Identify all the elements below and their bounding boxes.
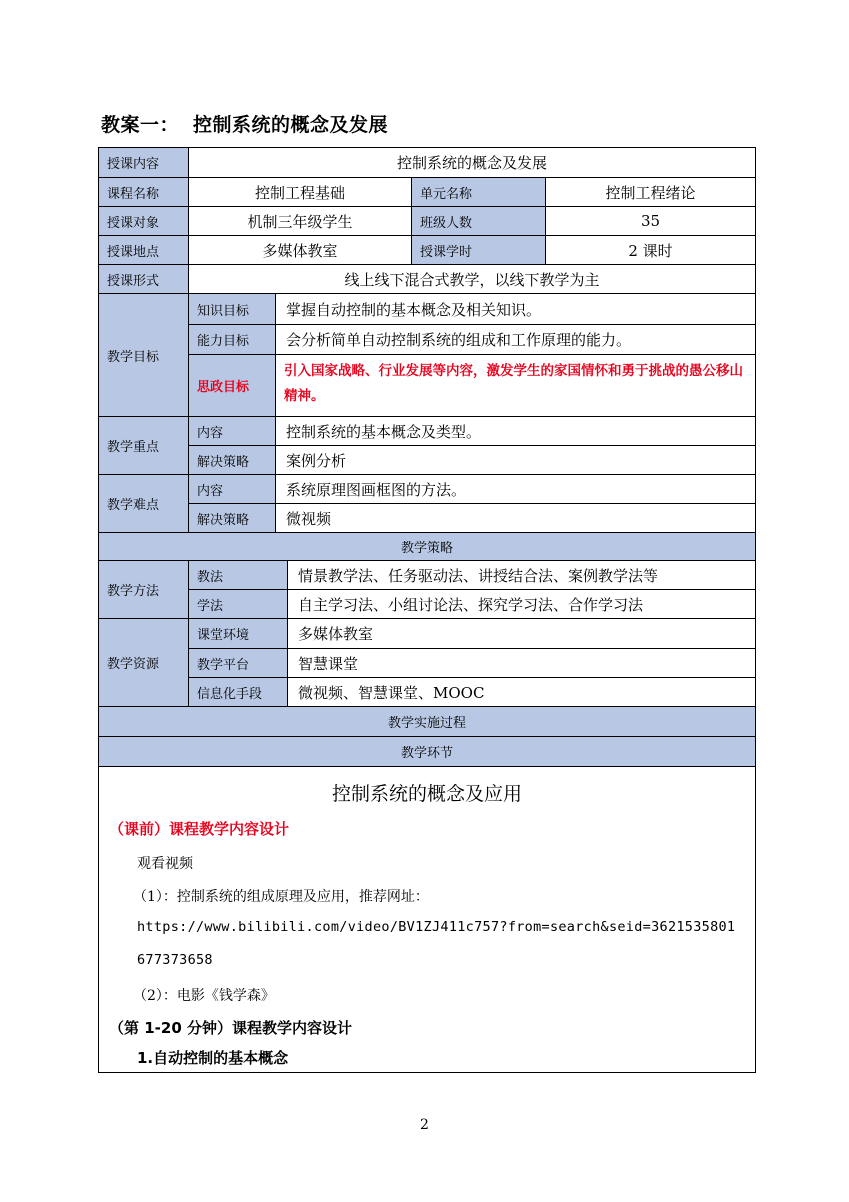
watch-video-text: 观看视频 [137,856,193,872]
url-line-1: https://www.bilibili.com/video/BV1ZJ411c757?from=search&seid=3621535801 [137,919,736,935]
label-key-content: 内容 [189,417,276,446]
section-2-heading: （第 1-20 分钟）课程教学内容设计 [109,1019,352,1037]
value-audience: 机制三年级学生 [189,207,412,236]
label-location: 授课地点 [99,236,189,265]
value-class-size: 35 [546,207,755,236]
label-teach-method: 教法 [189,561,288,590]
label-unit-name: 单元名称 [412,178,546,207]
label-ability-goal: 能力目标 [189,325,276,355]
label-class-size: 班级人数 [412,207,546,236]
label-platform: 教学平台 [189,649,288,678]
lesson-body [99,767,755,1072]
value-difficult-content: 系统原理图画框图的方法。 [276,475,755,504]
value-classroom-env: 多媒体教室 [288,619,755,649]
pre-class-heading: （课前）课程教学内容设计 [109,820,290,838]
value-learn-method: 自主学习法、小组讨论法、探究学习法、合作学习法 [288,590,755,619]
value-info-means: 微视频、智慧课堂、MOOC [288,678,755,707]
label-classroom-env: 课堂环境 [189,619,288,649]
label-info-means: 信息化手段 [189,678,288,707]
label-key-strategy: 解决策略 [189,446,276,475]
section-teaching-strategy: 教学策略 [99,533,755,561]
url-line-2: 677373658 [137,952,213,968]
subsection-1-heading: 1.自动控制的基本概念 [137,1049,289,1067]
value-teach-method: 情景教学法、任务驱动法、讲授结合法、案例教学法等 [288,561,755,590]
label-teaching-methods: 教学方法 [99,561,189,619]
value-course-name: 控制工程基础 [189,178,412,207]
label-hours: 授课学时 [412,236,546,265]
label-course-name: 课程名称 [99,178,189,207]
label-difficult-points: 教学难点 [99,475,189,533]
label-teaching-resources: 教学资源 [99,619,189,707]
value-ideology-goal: 引入国家战略、行业发展等内容，激发学生的家国情怀和勇于挑战的愚公移山精神。 [276,355,755,417]
value-hours: 2 课时 [546,236,755,265]
label-format: 授课形式 [99,265,189,294]
value-format: 线上线下混合式教学，以线下教学为主 [189,265,755,294]
item-2-text: （2）：电影《钱学森》 [133,988,275,1004]
label-ideology-goal: 思政目标 [189,355,276,417]
value-unit-name: 控制工程绪论 [546,178,755,207]
label-knowledge-goal: 知识目标 [189,294,276,325]
label-key-points: 教学重点 [99,417,189,475]
value-key-content: 控制系统的基本概念及类型。 [276,417,755,446]
label-difficult-strategy: 解决策略 [189,504,276,533]
label-course-content: 授课内容 [99,148,189,178]
item-1-text: （1）：控制系统的组成原理及应用，推荐网址： [133,889,429,905]
lesson-title: 控制系统的概念及应用 [331,783,522,805]
page-number: 2 [420,1117,429,1133]
value-difficult-strategy: 微视频 [276,504,755,533]
value-platform: 智慧课堂 [288,649,755,678]
section-teaching-stage: 教学环节 [99,737,755,767]
value-course-content: 控制系统的概念及发展 [189,148,755,178]
heading-prefix: 教案一： [101,114,180,136]
section-implementation-process: 教学实施过程 [99,707,755,737]
label-learn-method: 学法 [189,590,288,619]
lesson-plan-table [98,147,756,1073]
label-difficult-content: 内容 [189,475,276,504]
page-heading [101,110,388,137]
label-teaching-goals: 教学目标 [99,294,189,417]
value-ability-goal: 会分析简单自动控制系统的组成和工作原理的能力。 [276,325,755,355]
value-key-strategy: 案例分析 [276,446,755,475]
value-knowledge-goal: 掌握自动控制的基本概念及相关知识。 [276,294,755,325]
heading-title: 控制系统的概念及发展 [193,114,389,136]
value-location: 多媒体教室 [189,236,412,265]
label-audience: 授课对象 [99,207,189,236]
